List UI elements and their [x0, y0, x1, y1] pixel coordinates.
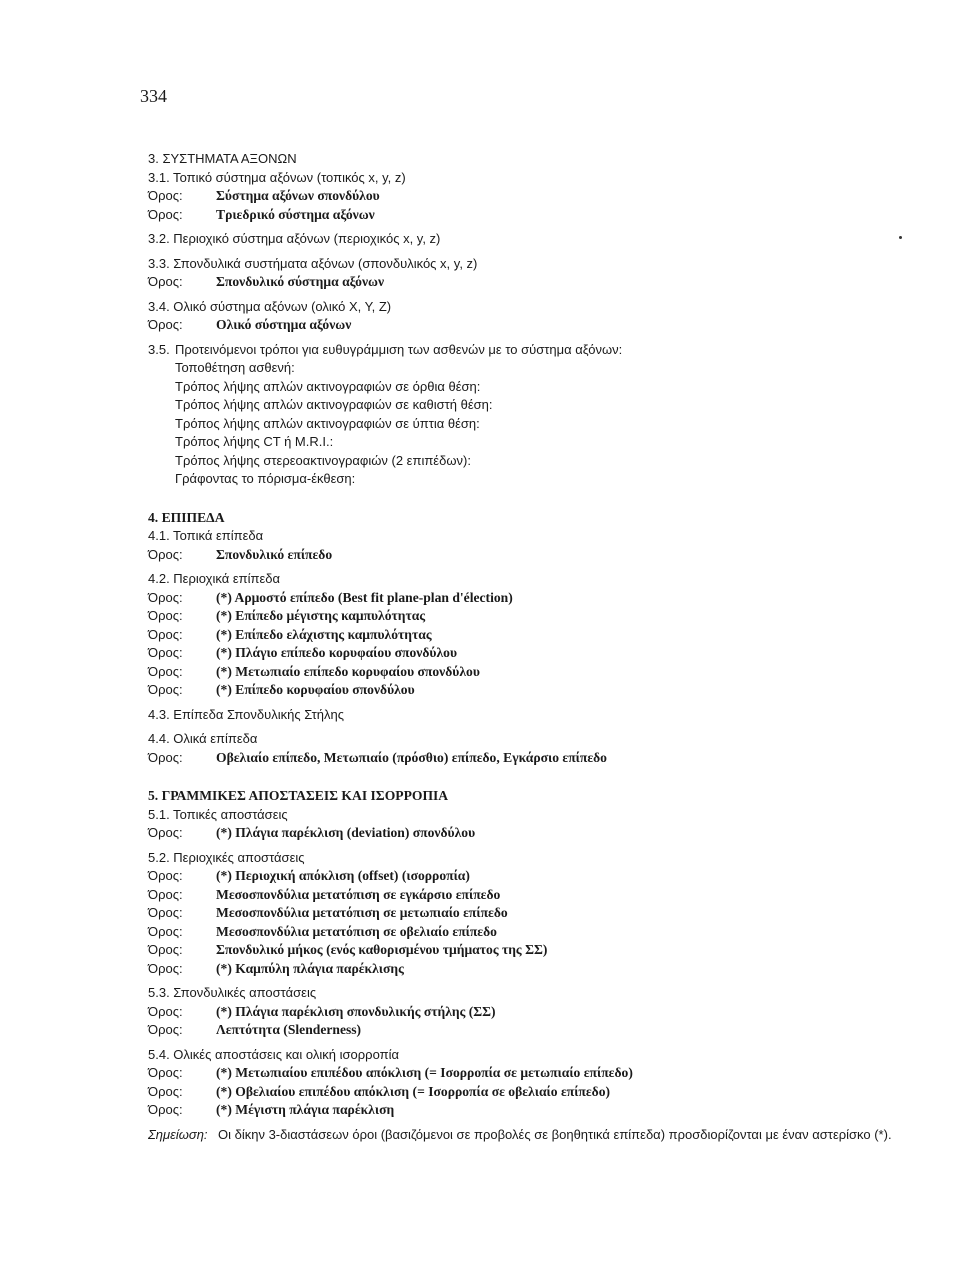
section-5-4-term-row: [148, 1101, 928, 1120]
term-value: Σπονδυλικό σύστημα αξόνων: [216, 274, 385, 289]
section-4-2-term-row: [148, 644, 928, 663]
term-label: Όρος:: [148, 626, 183, 642]
section-5-2-term-row: [148, 867, 928, 886]
section-3-5-title: Προτεινόμενοι τρόποι για ευθυγράμμιση των ασθενών με το σύστημα αξόνων:: [175, 341, 623, 357]
term-value: (*) Πλάγιο επίπεδο κορυφαίου σπονδύλου: [216, 645, 458, 660]
section-5-1-terms: [148, 824, 928, 843]
section-3-5-items: [148, 359, 928, 489]
section-5-4-term-row: [148, 1064, 928, 1083]
term-value: Ολικό σύστημα αξόνων: [216, 317, 352, 332]
section-4-4-term-row: [148, 749, 928, 768]
term-label: Όρος:: [148, 1022, 183, 1037]
term-label: Όρος:: [148, 749, 183, 765]
term-label: Όρος:: [148, 886, 183, 902]
term-value: Οβελιαίο επίπεδο, Μετωπιαίο (πρόσθιο) επίπεδο, Εγκάρσιο επίπεδο: [216, 749, 607, 765]
term-label: Όρος:: [148, 868, 183, 883]
term-value: (*) Μετωπιαίου επιπέδου απόκλιση (= Ισορροπία σε μετωπιαίο επίπεδο): [216, 1065, 633, 1080]
section-5-2-term-row: [148, 904, 928, 923]
term-value: (*) Επίπεδο μέγιστης καμπυλότητας: [216, 608, 426, 623]
section-4-2: 4.2. Περιοχικά επίπεδα: [148, 571, 280, 586]
term-value: (*) Επίπεδο κορυφαίου σπονδύλου: [216, 682, 415, 697]
section-3-1-terms: [148, 187, 928, 224]
note: [148, 1126, 928, 1145]
term-value: (*) Επίπεδο ελάχιστης καμπυλότητας: [216, 626, 432, 642]
section-3-5-item: Τρόπος λήψης απλών ακτινογραφιών σε ύπτια θέση:: [175, 415, 480, 431]
section-5-4: 5.4. Ολικές αποστάσεις και ολική ισορροπία: [148, 1046, 399, 1062]
term-value: (*) Καμπύλη πλάγια παρέκλισης: [216, 960, 404, 976]
note-text: Οι δίκην 3-διαστάσεων όροι (βασιζόμενοι σε προβολές σε βοηθητικά επίπεδα) προσδιορίζονται με έναν αστερίσκο (*).: [218, 1126, 892, 1142]
section-4-3: 4.3. Επίπεδα Σπονδυλικής Στήλης: [148, 706, 344, 722]
note-label: Σημείωση:: [148, 1126, 208, 1142]
term-value: (*) Μετωπιαίο επίπεδο κορυφαίου σπονδύλου: [216, 663, 480, 679]
term-value: (*) Οβελιαίου επιπέδου απόκλιση (= Ισορροπία σε οβελιαίο επίπεδο): [216, 1083, 611, 1099]
term-value: (*) Περιοχική απόκλιση (offset) (ισορροπία): [216, 868, 470, 883]
term-label: Όρος:: [148, 1003, 183, 1019]
section-5-3-term-row: [148, 1003, 928, 1022]
page-number: 334: [140, 86, 167, 106]
section-3-5-item: Τρόπος λήψης απλών ακτινογραφιών σε όρθια θέση:: [175, 378, 481, 394]
term-value: Σπονδυλικό επίπεδο: [216, 546, 333, 562]
section-5-3-terms: [148, 1003, 928, 1040]
term-label: Όρος:: [148, 188, 183, 203]
section-4-2-term-row: [148, 626, 928, 645]
section-4-4: 4.4. Ολικά επίπεδα: [148, 731, 258, 746]
term-label: Όρος:: [148, 608, 183, 623]
section-5-2: 5.2. Περιοχικές αποστάσεις: [148, 849, 305, 865]
section-3-1-term-row: [148, 187, 928, 206]
section-3-5-number: 3.5.: [148, 341, 170, 357]
term-label: Όρος:: [148, 682, 183, 697]
section-4-1: 4.1. Τοπικά επίπεδα: [148, 528, 264, 543]
section-4-2-term-row: [148, 607, 928, 626]
document-body: [148, 150, 928, 1144]
section-4-2-term-row: [148, 681, 928, 700]
section-3-1-term-row: [148, 206, 928, 225]
section-5-title: 5. ΓΡΑΜΜΙΚΕΣ ΑΠΟΣΤΑΣΕΙΣ ΚΑΙ ΙΣΟΡΡΟΠΙΑ: [148, 788, 449, 803]
section-3-1: 3.1. Τοπικό σύστημα αξόνων (τοπικός x, y, z): [148, 169, 406, 185]
term-value: Σύστημα αξόνων σπονδύλου: [216, 188, 380, 203]
section-3-2: 3.2. Περιοχικό σύστημα αξόνων (περιοχικός x, y, z): [148, 231, 441, 246]
term-label: Όρος:: [148, 317, 183, 332]
section-5-1: 5.1. Τοπικές αποστάσεις: [148, 806, 288, 822]
term-value: (*) Αρμοστό επίπεδο (Best fit plane-plan d'élection): [216, 589, 513, 605]
term-label: Όρος:: [148, 206, 183, 222]
section-3-5-item: Τρόπος λήψης απλών ακτινογραφιών σε καθιστή θέση:: [175, 397, 493, 412]
term-value: (*) Μέγιστη πλάγια παρέκλιση: [216, 1102, 395, 1117]
section-4-1-term-row: [148, 546, 928, 565]
section-4-2-terms: [148, 589, 928, 700]
section-5-4-terms: [148, 1064, 928, 1120]
section-3-5-item: Τρόπος λήψης στερεοακτινογραφιών (2 επιπέδων):: [175, 452, 471, 468]
term-label: Όρος:: [148, 1083, 183, 1099]
term-label: Όρος:: [148, 825, 183, 840]
term-value: Μεσοσπονδύλια μετατόπιση σε μετωπιαίο επίπεδο: [216, 905, 508, 920]
term-label: Όρος:: [148, 905, 183, 920]
section-5-1-term-row: [148, 824, 928, 843]
term-value: (*) Πλάγια παρέκλιση σπονδυλικής στήλης (ΣΣ): [216, 1003, 496, 1019]
section-3-4: 3.4. Ολικό σύστημα αξόνων (ολικό X, Y, Z): [148, 298, 392, 314]
section-3-3-term-row: [148, 273, 928, 292]
term-value: Τριεδρικό σύστημα αξόνων: [216, 206, 375, 222]
term-label: Όρος:: [148, 589, 183, 605]
section-5-2-term-row: [148, 941, 928, 960]
term-value: Σπονδυλικό μήκος (ενός καθορισμένου τμήματος της ΣΣ): [216, 942, 548, 957]
section-3-3: 3.3. Σπονδυλικά συστήματα αξόνων (σπονδυλικός x, y, z): [148, 255, 478, 271]
section-5-4-term-row: [148, 1083, 928, 1102]
term-value: Μεσοσπονδύλια μετατόπιση σε οβελιαίο επίπεδο: [216, 923, 497, 939]
section-3-5-item: Γράφοντας το πόρισμα-έκθεση:: [175, 471, 356, 486]
section-3-3-terms: [148, 273, 928, 292]
section-5-2-term-row: [148, 886, 928, 905]
term-label: Όρος:: [148, 923, 183, 939]
term-label: Όρος:: [148, 645, 183, 660]
term-label: Όρος:: [148, 546, 183, 562]
section-5-2-terms: [148, 867, 928, 978]
term-label: Όρος:: [148, 1065, 183, 1080]
section-5-2-term-row: [148, 960, 928, 979]
term-label: Όρος:: [148, 274, 183, 289]
term-value: Λεπτότητα (Slenderness): [216, 1022, 362, 1037]
section-4-1-terms: [148, 546, 928, 565]
section-5-3: 5.3. Σπονδυλικές αποστάσεις: [148, 985, 317, 1000]
term-label: Όρος:: [148, 1102, 183, 1117]
term-value: Μεσοσπονδύλια μετατόπιση σε εγκάρσιο επίπεδο: [216, 886, 501, 902]
term-label: Όρος:: [148, 942, 183, 957]
section-4-2-term-row: [148, 589, 928, 608]
section-5-2-term-row: [148, 923, 928, 942]
term-label: Όρος:: [148, 960, 183, 976]
section-3-5-item: Τοποθέτηση ασθενή:: [175, 360, 295, 375]
term-value: (*) Πλάγια παρέκλιση (deviation) σπονδύλου: [216, 825, 476, 840]
section-3-5: [148, 341, 928, 360]
section-3-4-term-row: [148, 316, 928, 335]
section-3-title: 3. ΣΥΣΤΗΜΑΤΑ ΑΞΟΝΩΝ: [148, 151, 297, 166]
section-4-2-term-row: [148, 663, 928, 682]
section-4-title: 4. ΕΠΙΠΕΔΑ: [148, 509, 225, 525]
term-label: Όρος:: [148, 663, 183, 679]
section-5-3-term-row: [148, 1021, 928, 1040]
section-3-4-terms: [148, 316, 928, 335]
section-4-4-terms: [148, 749, 928, 768]
section-3-5-item: Τρόπος λήψης CT ή M.R.I.:: [175, 434, 334, 449]
